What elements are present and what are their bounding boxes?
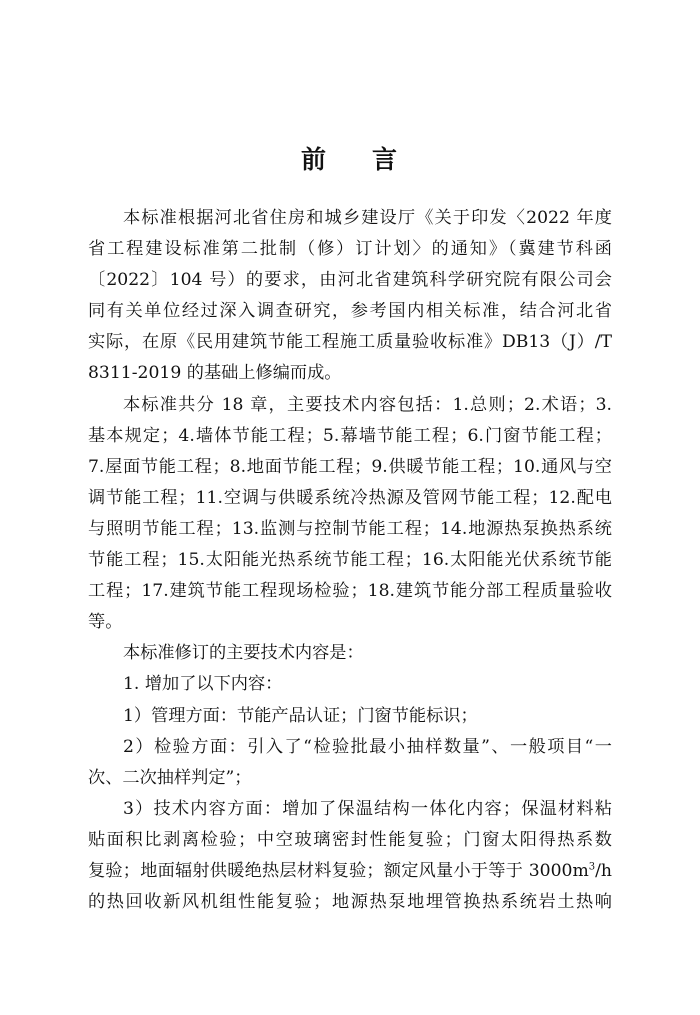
paragraph-line: 工程；17.建筑节能工程现场检验；18.建筑节能分部工程质量验收 <box>88 581 612 602</box>
paragraph-line: 本标准根据河北省住房和城乡建设厅《关于印发〈2022 年度 <box>123 208 612 228</box>
line-suffix: /h <box>595 860 612 881</box>
paragraph-line: 本标准共分 18 章，主要技术内容包括：1.总则；2.术语；3. <box>123 394 612 415</box>
page-title <box>0 140 700 176</box>
preface-body <box>88 203 612 918</box>
line-text: 复验；地面辐射供暖绝热层材料复验；额定风量小于等于 3000m <box>88 860 589 881</box>
paragraph-line: 贴面积比剥离检验；中空玻璃密封性能复验；门窗太阳得热系数 <box>88 829 612 850</box>
title-char-2: 言 <box>372 145 400 174</box>
paragraph-line: 基本规定；4.墙体节能工程；5.幕墙节能工程；6.门窗节能工程； <box>88 425 612 446</box>
paragraph-line: 次、二次抽样判定”； <box>88 767 252 788</box>
paragraph-line: 同有关单位经过深入调查研究，参考国内相关标准，结合河北省 <box>88 301 612 322</box>
paragraph-line: 与照明节能工程；13.监测与控制节能工程；14.地源热泵换热系统 <box>88 518 612 539</box>
paragraph-line: 7.屋面节能工程；8.地面节能工程；9.供暖节能工程；10.通风与空 <box>88 456 612 477</box>
paragraph-line: 实际，在原《民用建筑节能工程施工质量验收标准》DB13（J）/T <box>88 332 612 353</box>
paragraph-line: 2）检验方面：引入了“检验批最小抽样数量”、一般项目“一 <box>123 736 612 757</box>
paragraph-line: 本标准修订的主要技术内容是： <box>123 643 364 664</box>
paragraph-line: 1. 增加了以下内容： <box>123 674 283 695</box>
title-char-1: 前 <box>300 145 328 174</box>
paragraph-line: 3）技术内容方面：增加了保温结构一体化内容；保温材料粘 <box>123 798 612 819</box>
paragraph-line: 8311-2019 的基础上修编而成。 <box>88 363 342 384</box>
paragraph-line: 〔2022〕104 号）的要求，由河北省建筑科学研究院有限公司会 <box>88 270 612 291</box>
paragraph-line: 1）管理方面：节能产品认证；门窗节能标识； <box>123 705 478 726</box>
superscript-exponent: 3 <box>588 861 596 873</box>
paragraph-line: 省工程建设标准第二批制（修）订计划〉的通知》（冀建节科函 <box>88 239 612 260</box>
paragraph-line: 节能工程；15.太阳能光热系统节能工程；16.太阳能光伏系统节能 <box>88 550 612 571</box>
paragraph-line <box>88 856 612 887</box>
paragraph-line: 的热回收新风机组性能复验；地源热泵地埋管换热系统岩土热响 <box>88 892 612 913</box>
paragraph-line: 等。 <box>88 612 123 633</box>
paragraph-line: 调节能工程；11.空调与供暖系统冷热源及管网节能工程；12.配电 <box>88 487 612 508</box>
